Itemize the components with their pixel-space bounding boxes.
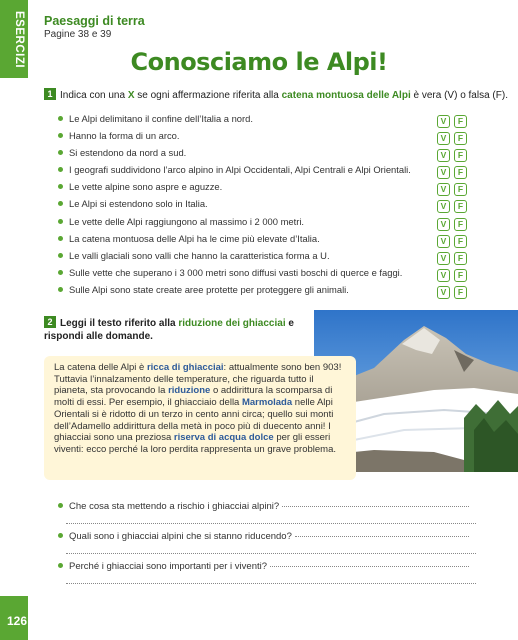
answer-inline-line[interactable]	[270, 566, 469, 567]
true-checkbox[interactable]: V	[437, 235, 450, 248]
statement-item	[58, 178, 478, 195]
statement-text: La catena montuosa delle Alpi ha le cime più elevate d’Italia.	[69, 232, 320, 244]
true-checkbox[interactable]: V	[437, 286, 450, 299]
sidebar-tab-label: ESERCIZI	[13, 11, 25, 69]
false-checkbox[interactable]: F	[454, 286, 467, 299]
instruction-text: Indica con una	[60, 90, 128, 101]
reading-text-segment: o addirittura la scomparsa di molti di essi. Per esempio, il ghiacciaio della	[54, 385, 333, 409]
question-item	[58, 500, 472, 524]
statement-item	[58, 144, 478, 161]
reading-text-segment: La catena delle Alpi è	[54, 362, 147, 373]
reading-text-segment: per gli esseri viventi: ecco perché la loro perdita rappresenta un grave problema.	[54, 432, 336, 455]
page-title: Conosciamo le Alpi!	[130, 48, 388, 76]
true-checkbox[interactable]: V	[437, 115, 450, 128]
instruction-highlight: catena montuosa delle Alpi	[281, 90, 411, 101]
instruction-text: e rispondi alle domande.	[44, 318, 294, 342]
statement-item	[58, 264, 478, 281]
instruction-highlight: riduzione dei ghiacciai	[178, 318, 286, 329]
bullet-icon	[58, 133, 63, 138]
bullet-icon	[58, 219, 63, 224]
true-checkbox[interactable]: V	[437, 252, 450, 265]
true-checkbox[interactable]: V	[437, 200, 450, 213]
exercise-1-instruction	[44, 88, 514, 101]
bullet-icon	[58, 563, 63, 568]
false-checkbox[interactable]: F	[454, 132, 467, 145]
true-checkbox[interactable]: V	[437, 132, 450, 145]
statement-text: Sulle Alpi sono state create aree protette per proteggere gli animali.	[69, 283, 349, 295]
statement-item	[58, 281, 478, 298]
bullet-icon	[58, 236, 63, 241]
question-item	[58, 530, 472, 554]
answer-line[interactable]	[66, 574, 476, 584]
reading-text-segment: nelle Alpi Orientali si è ridotto di un terzo in cento anni circa; quello sui monti dell’Adamello addirittura della metà in poco più di duecento anni! I ghiacciai sono una preziosa	[54, 397, 334, 444]
false-checkbox[interactable]: F	[454, 200, 467, 213]
reading-keyword: riduzione	[168, 385, 211, 397]
statement-item	[58, 161, 478, 178]
exercise-2-instruction	[44, 316, 314, 343]
statement-text: I geografi suddividono l’arco alpino in Alpi Occidentali, Alpi Centrali e Alpi Orientali.	[69, 164, 411, 176]
statement-item	[58, 110, 478, 127]
reading-passage	[44, 356, 356, 480]
bullet-icon	[58, 503, 63, 508]
true-checkbox[interactable]: V	[437, 183, 450, 196]
bullet-icon	[58, 201, 63, 206]
question-line	[58, 560, 472, 574]
bullet-icon	[58, 270, 63, 275]
answer-inline-line[interactable]	[295, 536, 469, 537]
false-checkbox[interactable]: F	[454, 115, 467, 128]
false-checkbox[interactable]: F	[454, 218, 467, 231]
exercise-number-badge: 1	[44, 88, 56, 100]
reading-keyword: Marmolada	[241, 397, 293, 409]
true-checkbox[interactable]: V	[437, 149, 450, 162]
bullet-icon	[58, 533, 63, 538]
statement-text: Le vette alpine sono aspre e aguzze.	[69, 181, 223, 193]
section-pages: Pagine 38 e 39	[44, 29, 112, 40]
statement-text: Le valli glaciali sono valli che hanno la caratteristica forma a U.	[69, 249, 330, 261]
question-text: Quali sono i ghiacciai alpini che si stanno riducendo?	[69, 531, 292, 542]
false-checkbox[interactable]: F	[454, 166, 467, 179]
question-item	[58, 560, 472, 584]
answer-inline-line[interactable]	[282, 506, 469, 507]
bullet-icon	[58, 150, 63, 155]
statement-item	[58, 230, 478, 247]
instruction-text: Leggi il testo riferito alla	[60, 318, 179, 329]
statement-text: Hanno la forma di un arco.	[69, 130, 180, 142]
instruction-text: è vera (V) o falsa (F).	[410, 90, 508, 101]
false-checkbox[interactable]: F	[454, 183, 467, 196]
true-checkbox[interactable]: V	[437, 269, 450, 282]
true-checkbox[interactable]: V	[437, 218, 450, 231]
bullet-icon	[58, 253, 63, 258]
reading-text-segment: : attualmente sono ben 903! Tuttavia l’innalzamento delle temperature, che riguarda tutto il pianeta, sta provocando la	[54, 362, 342, 397]
true-false-choice	[437, 283, 471, 300]
statement-item	[58, 195, 478, 212]
reading-text	[54, 362, 346, 456]
reading-keyword: ricca di ghiacciai	[146, 362, 224, 373]
statement-list	[58, 110, 478, 298]
false-checkbox[interactable]: F	[454, 252, 467, 265]
bullet-icon	[58, 287, 63, 292]
statement-item	[58, 213, 478, 230]
exercise-number-badge: 2	[44, 316, 56, 328]
statement-item	[58, 247, 478, 264]
instruction-text: se ogni affermazione riferita alla	[134, 90, 282, 101]
false-checkbox[interactable]: F	[454, 269, 467, 282]
page-number: 126	[6, 614, 28, 628]
bullet-icon	[58, 167, 63, 172]
false-checkbox[interactable]: F	[454, 235, 467, 248]
question-line	[58, 500, 472, 514]
false-checkbox[interactable]: F	[454, 149, 467, 162]
true-checkbox[interactable]: V	[437, 166, 450, 179]
statement-text: Le vette delle Alpi raggiungono al massimo i 2 000 metri.	[69, 215, 305, 227]
instruction-x-mark: X	[127, 90, 135, 101]
bullet-icon	[58, 184, 63, 189]
sidebar-strip	[0, 0, 28, 640]
statement-text: Si estendono da nord a sud.	[69, 147, 187, 159]
question-text: Che cosa sta mettendo a rischio i ghiacciai alpini?	[69, 501, 280, 512]
answer-line[interactable]	[66, 514, 476, 524]
bullet-icon	[58, 116, 63, 121]
question-line	[58, 530, 472, 544]
statement-text: Le Alpi si estendono solo in Italia.	[69, 198, 208, 210]
question-text: Perché i ghiacciai sono importanti per i viventi?	[69, 561, 268, 572]
statement-text: Sulle vette che superano i 3 000 metri sono diffusi vasti boschi di querce e faggi.	[69, 266, 403, 278]
statement-item	[58, 127, 478, 144]
section-title: Paesaggi di terra	[44, 14, 145, 28]
statement-text: Le Alpi delimitano il confine dell’Italia a nord.	[69, 113, 253, 124]
answer-line[interactable]	[66, 544, 476, 554]
reading-keyword: riserva di acqua dolce	[173, 432, 274, 444]
